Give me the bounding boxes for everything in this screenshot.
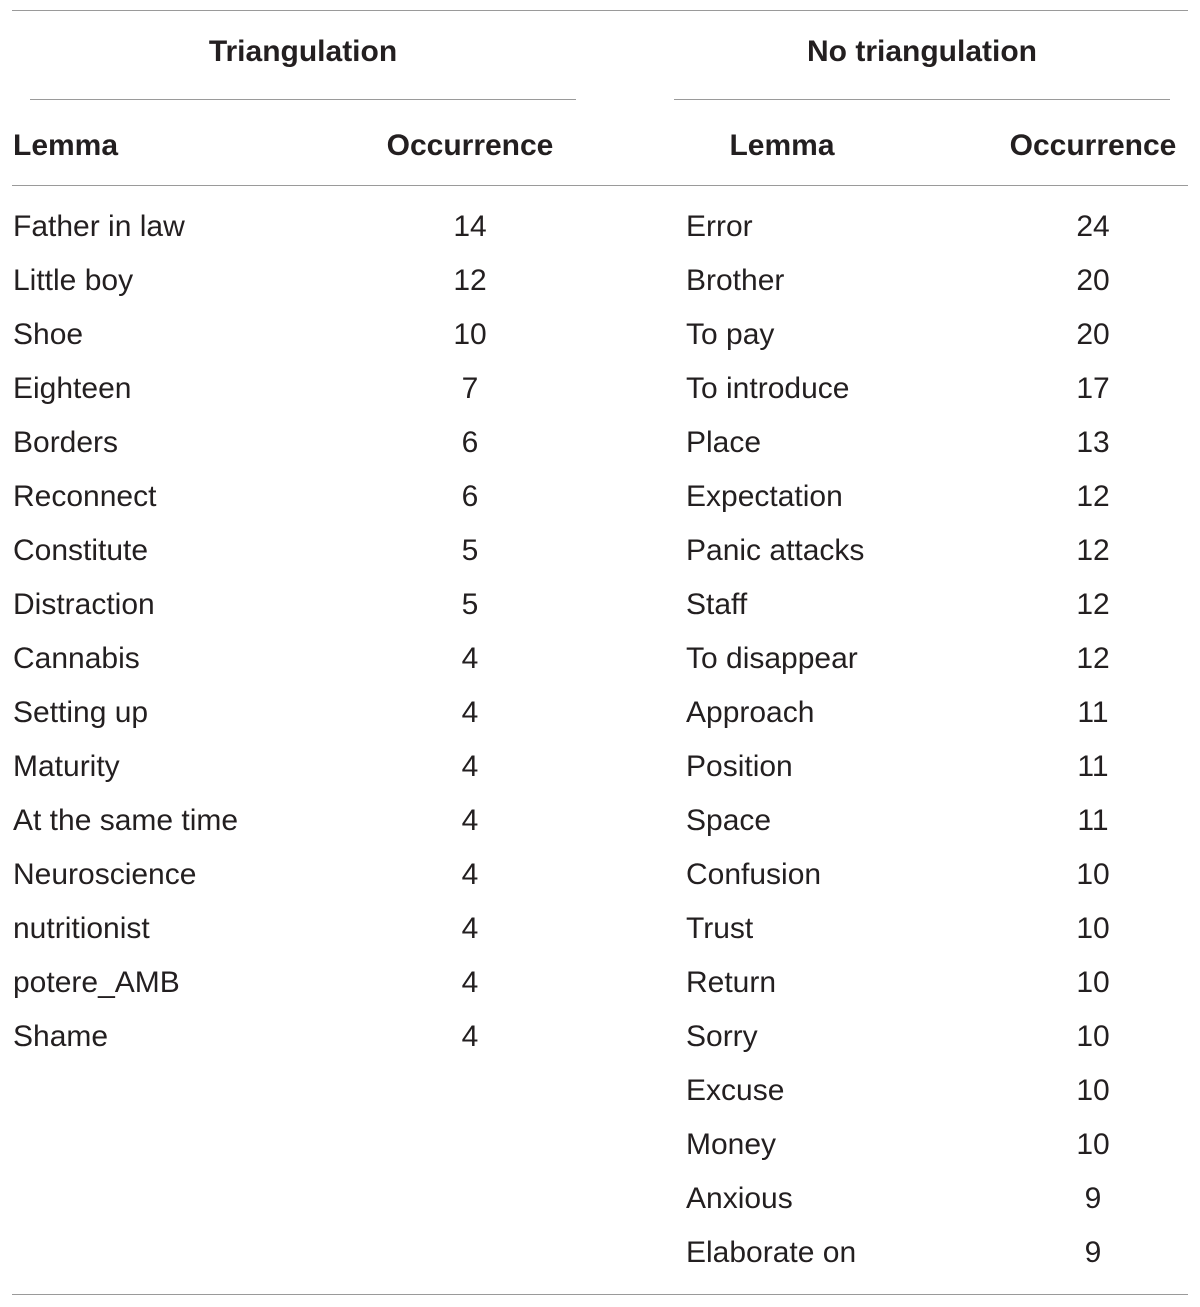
table-row [686, 956, 1186, 1010]
lemma-cell: Borders [13, 426, 119, 459]
table-row [686, 362, 1186, 416]
occurrence-cell: 9 [1084, 1236, 1102, 1269]
table-row [686, 632, 1186, 686]
occurrence-cell: 7 [461, 372, 479, 405]
occurrence-cell: 12 [1076, 642, 1110, 675]
table-row [686, 416, 1186, 470]
table-row [13, 632, 573, 686]
occurrence-cell: 13 [1076, 426, 1110, 459]
occurrence-cell: 10 [1076, 1074, 1110, 1107]
table-row [686, 686, 1186, 740]
table-row [686, 1226, 1186, 1280]
column-header-lemma-right: Lemma [729, 129, 835, 162]
lemma-cell: Constitute [13, 534, 149, 567]
table-row [13, 1010, 573, 1064]
table-row [13, 686, 573, 740]
lemma-cell: Staff [686, 588, 748, 621]
lemma-cell: To pay [686, 318, 775, 351]
table-row [686, 200, 1186, 254]
lemma-cell: potere_AMB [13, 966, 180, 999]
table-row [13, 308, 573, 362]
table-row [686, 902, 1186, 956]
table-row [13, 956, 573, 1010]
table-row [13, 254, 573, 308]
occurrence-cell: 4 [461, 966, 479, 999]
table-row [686, 1010, 1186, 1064]
lemma-cell: Cannabis [13, 642, 140, 675]
occurrence-cell: 10 [1076, 912, 1110, 945]
table-row [13, 740, 573, 794]
table-row [686, 308, 1186, 362]
table-row [686, 794, 1186, 848]
lemma-cell: Distraction [13, 588, 155, 621]
table-row [686, 1118, 1186, 1172]
occurrence-cell: 4 [461, 912, 479, 945]
occurrence-cell: 12 [1076, 534, 1110, 567]
lemma-cell: Confusion [686, 858, 822, 891]
occurrence-cell: 9 [1084, 1182, 1102, 1215]
table-row [13, 578, 573, 632]
occurrence-cell: 5 [461, 534, 479, 567]
lemma-cell: Space [686, 804, 772, 837]
lemma-cell: Trust [686, 912, 754, 945]
lemma-cell: At the same time [13, 804, 239, 837]
occurrence-cell: 20 [1076, 264, 1110, 297]
table-row [13, 848, 573, 902]
top-rule [12, 10, 1188, 11]
header-rule [12, 185, 1188, 186]
lemma-cell: Approach [686, 696, 815, 729]
lemma-cell: Excuse [686, 1074, 785, 1107]
lemma-cell: Return [686, 966, 777, 999]
occurrence-cell: 14 [453, 210, 487, 243]
occurrence-cell: 4 [461, 750, 479, 783]
group-rule-right [674, 99, 1170, 100]
lemma-cell: To introduce [686, 372, 850, 405]
lemma-cell: Shoe [13, 318, 84, 351]
occurrence-cell: 4 [461, 696, 479, 729]
table-row [686, 578, 1186, 632]
occurrence-cell: 10 [1076, 1020, 1110, 1053]
table-row [13, 200, 573, 254]
occurrence-cell: 6 [461, 480, 479, 513]
occurrence-cell: 11 [1077, 804, 1109, 837]
occurrence-cell: 4 [461, 1020, 479, 1053]
occurrence-cell: 12 [453, 264, 487, 297]
table-row [13, 524, 573, 578]
lemma-cell: Father in law [13, 210, 185, 243]
lemma-cell: Brother [686, 264, 785, 297]
lemma-cell: Shame [13, 1020, 109, 1053]
group-title-no-triangulation: No triangulation [807, 35, 1037, 68]
table-row [686, 740, 1186, 794]
lemma-cell: Eighteen [13, 372, 132, 405]
occurrence-cell: 24 [1076, 210, 1110, 243]
table-row [686, 1064, 1186, 1118]
occurrence-cell: 10 [453, 318, 487, 351]
occurrence-cell: 10 [1076, 858, 1110, 891]
occurrence-cell: 11 [1077, 696, 1109, 729]
table-row [686, 254, 1186, 308]
table-row [13, 416, 573, 470]
occurrence-cell: 4 [461, 858, 479, 891]
lemma-cell: Maturity [13, 750, 120, 783]
group-title-triangulation: Triangulation [208, 35, 398, 68]
lemma-cell: Little boy [13, 264, 134, 297]
table-row [686, 848, 1186, 902]
lemma-cell: Money [686, 1128, 777, 1161]
occurrence-cell: 11 [1077, 750, 1109, 783]
lemma-cell: Error [686, 210, 753, 243]
column-header-lemma-left: Lemma [13, 129, 119, 162]
occurrence-cell: 12 [1076, 480, 1110, 513]
lemma-cell: Elaborate on [686, 1236, 857, 1269]
lemma-cell: Place [686, 426, 762, 459]
lemma-cell: Expectation [686, 480, 843, 513]
occurrence-cell: 4 [461, 804, 479, 837]
lemma-cell: To disappear [686, 642, 858, 675]
column-header-occurrence-right: Occurrence [1009, 129, 1177, 162]
table-row [686, 1172, 1186, 1226]
lemma-cell: Setting up [13, 696, 149, 729]
occurrence-cell: 6 [461, 426, 479, 459]
bottom-rule [12, 1294, 1188, 1295]
occurrence-cell: 12 [1076, 588, 1110, 621]
table-row [13, 902, 573, 956]
column-header-occurrence-left: Occurrence [386, 129, 554, 162]
occurrence-cell: 4 [461, 642, 479, 675]
lemma-cell: Sorry [686, 1020, 758, 1053]
occurrence-cell: 20 [1076, 318, 1110, 351]
no-triangulation-rows [686, 200, 1186, 1280]
lemma-cell: Anxious [686, 1182, 793, 1215]
occurrence-cell: 5 [461, 588, 479, 621]
occurrence-cell: 17 [1076, 372, 1110, 405]
table-row [686, 470, 1186, 524]
lemma-cell: Panic attacks [686, 534, 865, 567]
table-row [13, 470, 573, 524]
triangulation-rows [13, 200, 573, 1064]
lemma-cell: Reconnect [13, 480, 157, 513]
occurrence-cell: 10 [1076, 966, 1110, 999]
table-row [686, 524, 1186, 578]
occurrence-cell: 10 [1076, 1128, 1110, 1161]
lemma-cell: Neuroscience [13, 858, 197, 891]
group-rule-left [30, 99, 576, 100]
lemma-cell: Position [686, 750, 793, 783]
table-row [13, 794, 573, 848]
table-row [13, 362, 573, 416]
lemma-cell: nutritionist [13, 912, 150, 945]
